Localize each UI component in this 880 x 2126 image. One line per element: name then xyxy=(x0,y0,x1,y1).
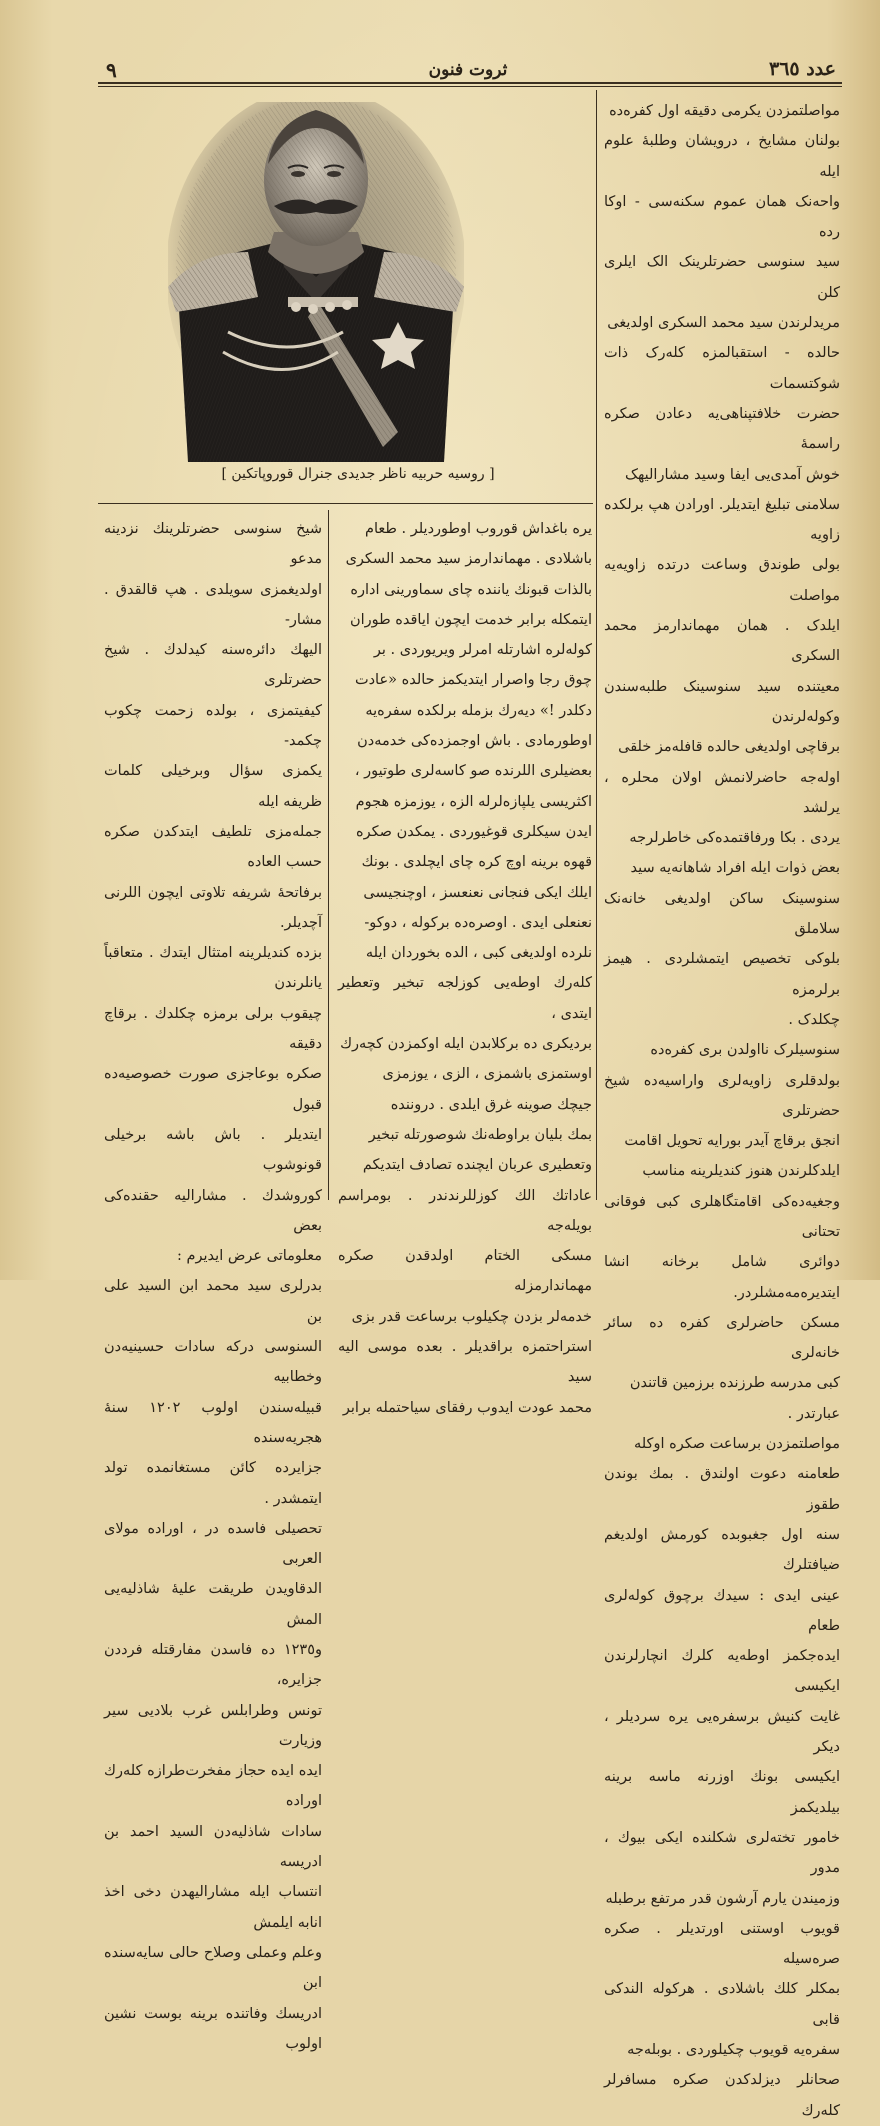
text-line: طعامنه دعوت اولندق . بمك بوندن طقوز xyxy=(604,1466,840,1513)
issue-number: عدد ٣٦٥ xyxy=(768,58,836,80)
text-line: کوله‌لره اشارتله امرلر ویریوردی . بر xyxy=(373,642,592,659)
text-line: تحصیلی فاسده در ، اوراده مولای العربی xyxy=(104,1520,322,1568)
text-line: سنوسینک ساکن اولدیغی خانه‌نک سلاملق xyxy=(604,890,840,938)
text-line: کیفیتمزی ، بولده زحمت چکوب چکمد- xyxy=(104,702,322,750)
text-line: جزایرده کائن مستغانمده تولد ایتمشدر . xyxy=(104,1460,322,1507)
text-line: اوطورمادی . باش اوجمزده‌کی خدمه‌دن xyxy=(357,733,592,750)
portrait-caption: [ روسیه حربیه ناظر جدیدی جنرال قوروپاتکین ] xyxy=(221,466,495,482)
text-line: معیتنده سید سنوسینک طلبه‌سندن وکوله‌لرندن xyxy=(604,678,840,725)
column-middle xyxy=(338,514,592,1423)
text-line: بمکلر کلك باشلادی . هرکوله الندکی قابی xyxy=(604,1981,840,2028)
text-line: دوائری شامل برخانه انشا ایتدیره‌مه‌مشلردر. xyxy=(604,1254,840,1301)
column-divider-lower xyxy=(328,510,329,1200)
text-line: چکلدک . xyxy=(788,1011,840,1028)
text-line: سادات شاذلیه‌دن السید احمد بن ادریسه xyxy=(104,1823,322,1871)
text-line: نلرده اولدیغی کبی ، الده بخوردان ایله xyxy=(365,945,592,962)
text-line: بالذات قبونك یاننده چای سماورینی اداره xyxy=(350,581,592,598)
text-line: چیقوب برلی برمزه چکلدك . برقاچ دقیقه xyxy=(104,1005,322,1053)
text-line: اولدیغمزی سویلدی . هپ قالقدق . مشار- xyxy=(104,581,322,628)
text-line: بولنان مشایخ ، درویشان وطلبهٔ علوم ایله xyxy=(604,133,840,180)
text-line: الیهك دائره‌سنه کیدلدك . شیخ حضرتلری xyxy=(104,642,322,689)
column-left xyxy=(104,514,322,2059)
text-line: حالده - استقبالمزه کله‌رک ذات شوکتسمات xyxy=(604,345,840,392)
text-line: ایدن سیکلری قوغیوردی . یمکدن صکره xyxy=(356,823,592,840)
column-right xyxy=(604,96,840,2126)
caption-separator-rule xyxy=(98,503,593,504)
text-line: سنوسیلرک نااولدن بری کفره‌ده xyxy=(650,1042,840,1059)
text-line: خوش آمدی‌یی ایفا وسید مشارالیهک xyxy=(624,466,840,483)
text-line: صحانلر دیزلدکدن صکره مسافرلر کله‌رك xyxy=(604,2072,840,2119)
text-line: مواصلتمزدن یکرمی دقیقه اول کفره‌ده xyxy=(609,103,840,119)
text-line: عینی ایدی : سیدك برچوق کوله‌لری طعام xyxy=(604,1587,840,1634)
page-number: ٩ xyxy=(106,58,117,82)
text-line: ایلك ایکی فنجانی نعنعسز ، اوچنجیسی xyxy=(363,884,592,901)
text-line: وعلم وعملی وصلاح حالی سایه‌سنده ابن xyxy=(104,1944,322,1992)
text-line: معلوماتی عرض ایدیرم : xyxy=(177,1248,322,1265)
text-line: بردیکری ده برکلابدن ایله اوکمزدن کچه‌رك xyxy=(340,1036,592,1053)
text-line: ادریسك وفاتنده برینه بوست نشین اولوب xyxy=(104,2005,322,2052)
text-line: انتساب ایله مشارالیهدن دخی اخذ انابه ایلمش xyxy=(104,1884,322,1931)
text-line: اوستمزی باشمزی ، الزی ، یوزمزی xyxy=(382,1066,592,1083)
text-line: برفاتحهٔ شریفه تلاوتی ایچون اللرنی آچدیلر. xyxy=(104,884,322,931)
text-line: یکمزی سؤال وبرخیلی کلمات ظریفه ایله xyxy=(104,763,322,810)
text-line: خامور تخته‌لری شکلنده ایکی بیوك ، مدور xyxy=(604,1829,840,1877)
text-line: مریدلرندن سید محمد السکری اولدیغی xyxy=(607,315,840,332)
text-line: کوروشدك . مشارالیه حقنده‌کی بعض xyxy=(104,1187,322,1234)
text-line: ایلدکلرندن هنوز کندیلرینه مناسب xyxy=(642,1163,840,1180)
text-line: واحه‌نک همان عموم سکنه‌سی - اوکا رده xyxy=(604,193,840,241)
text-line: وزمیندن یارم آرشون قدر مرتفع برطبله xyxy=(605,1890,840,1907)
text-line: ایده ایده حجاز مفخرت‌طرازه کله‌رك اوراده xyxy=(104,1763,322,1810)
text-line: بزده کندیلرینه امتثال ایتدك . متعاقباً یانلرندن xyxy=(104,945,322,992)
text-line: عاداتك الك کوزللرندندر . بومراسم بویله‌جه xyxy=(338,1187,592,1234)
text-line: بولدقلری زاویه‌لری واراسیه‌ده شیخ حضرتلری xyxy=(604,1072,840,1119)
text-line: خدمه‌لر بزدن چکیلوب برساعت قدر بزی xyxy=(351,1308,592,1325)
text-line: السنوسی درکه سادات حسینیه‌دن وخطابیه xyxy=(104,1339,322,1386)
text-line: و١٢٣٥ ده فاسدن مفارقتله فرددن جزایره، xyxy=(104,1641,322,1689)
text-line: الدقاویدن طریقت علیهٔ شاذلیه‌یی المش xyxy=(104,1581,322,1628)
text-line: مواصلتمزدن برساعت صکره اوکله xyxy=(633,1436,840,1453)
text-line: صکره بوعاجزی صورت خصوصیه‌ده قبول xyxy=(104,1066,322,1113)
text-line: ایده‌جکمز اوطه‌یه کلرك انچارلرندن ایکیسی xyxy=(604,1648,840,1695)
text-line: ایتدیلر . باش باشه برخیلی قونوشوب xyxy=(104,1126,322,1174)
text-line: شیخ سنوسی حضرتلرینك نزدینه مدعو xyxy=(104,521,322,568)
text-line: سنه اول جغبوبده کورمش اولدیغم ضیافتلرك xyxy=(604,1526,840,1574)
text-line: غایت کنیش برسفره‌یی یره سردیلر ، دیکر xyxy=(604,1708,840,1756)
text-line: سلامنی تبلیغ ایتدیلر. اورادن هپ برلکده زاویه xyxy=(604,496,840,544)
text-line: یره باغداش قوروب اوطوردیلر . طعام xyxy=(364,521,592,537)
text-line: بمك بلیان براوطه‌نك شوصورتله تبخیر xyxy=(368,1126,592,1143)
text-line: اکثریسی یلپازه‌لرله الزه ، یوزمزه هجوم xyxy=(355,793,592,810)
text-line: ایتمکله برابر خدمت ایچون ایاقده طوران xyxy=(349,611,592,628)
text-line: سید سنوسی حضرتلرینک الک ایلری کلن xyxy=(604,254,840,301)
text-line: جمله‌مزی تلطیف ایتدکدن صکره حسب العاده xyxy=(104,823,322,871)
text-line: قهوه برینه اوچ کره چای ایچلدی . بونك xyxy=(361,854,592,871)
text-line: چوق رجا واصرار ایتدیکمز حالده «عادت xyxy=(354,672,592,689)
text-line: وجغیه‌ده‌کی اقامتگاهلری کبی فوقانی تحتانی xyxy=(604,1193,840,1240)
text-line: قویوب اوستنی اورتدیلر . صکره صره‌سیله xyxy=(604,1920,840,1968)
text-line: وتعطیری عربان ایچنده تصادف ایتدیکم xyxy=(362,1157,592,1174)
text-line: بدرلری سید محمد ابن السید علی بن xyxy=(104,1278,322,1325)
column-divider-main xyxy=(596,90,597,1200)
text-line: برقاچی اولدیغی حالده قافله‌مز خلقی xyxy=(618,739,840,756)
text-line: محمد عودت ایدوب رفقای سیاحتمله برابر xyxy=(342,1399,592,1416)
text-line: بلوکی تخصیص ایتمشلردی . هیمز برلرمزه xyxy=(604,951,840,998)
text-line: سفره‌یه قویوب چکیلوردی . بوبله‌جه xyxy=(627,2042,840,2058)
text-line: یردی . بکا ورفاقتمده‌کی خاطرلرجه xyxy=(629,830,840,847)
text-line: ایلدک . همان مهماندارمز محمد السکری xyxy=(604,618,840,665)
header-rule xyxy=(98,82,842,84)
text-line: مسکن حاضرلری کفره ده سائر خانه‌لری xyxy=(604,1314,840,1362)
text-line: نعنعلی ایدی . اوصره‌ده برکوله ، دوکو- xyxy=(364,914,592,931)
text-line: کله‌رك اوطه‌یی کوزلجه تبخیر وتعطیر ایتدی ، xyxy=(338,975,592,1022)
text-line: بولی طوندق وساعت درتده زاویه‌یه مواصلت xyxy=(604,557,840,604)
text-line: تونس وطرابلس غرب بلادیی سیر وزیارت xyxy=(104,1702,322,1749)
text-line: بعضیلری اللرنده صو کاسه‌لری طوتیور ، xyxy=(354,763,592,780)
text-line: حضرت خلافتپناهی‌یه دعادن صکره راسمهٔ xyxy=(604,405,840,453)
text-line: قبیله‌سندن اولوب ١٢٠٢ سنهٔ هجریه‌سنده xyxy=(104,1399,322,1446)
text-line: باشلادی . مهماندارمز سید محمد السکری xyxy=(345,551,592,568)
portrait-engraving xyxy=(168,102,464,462)
text-line: دکلدر !» دیه‌رك بزمله برلکده سفره‌یه xyxy=(365,702,592,719)
text-line: انجق برقاچ آیدر بورایه تحویل اقامت xyxy=(624,1133,840,1150)
text-line: بعض ذوات ایله افراد شاهانه‌یه سید xyxy=(630,860,840,877)
header-rule-thin xyxy=(98,86,842,87)
text-line: جیچك صوینه غرق ایلدی . دروننده xyxy=(390,1096,592,1113)
journal-title: ثروت فنون xyxy=(428,60,508,80)
text-line: کبی مدرسه طرزنده برزمین قاتندن xyxy=(629,1375,840,1392)
text-line: عبارتدر . xyxy=(787,1405,840,1422)
text-line: مسکی الختام اولدقدن صکره مهماندارمزله xyxy=(338,1248,592,1295)
text-line: ایکیسی بونك اوزرنه ماسه برینه بیلدیکمز xyxy=(604,1769,840,1816)
text-line: اوله‌جه حاضرلانمش اولان محلره ، یرلشد xyxy=(604,769,840,816)
text-line: استراحتمزه براقدیلر . بعده موسی الیه سید xyxy=(338,1339,592,1386)
